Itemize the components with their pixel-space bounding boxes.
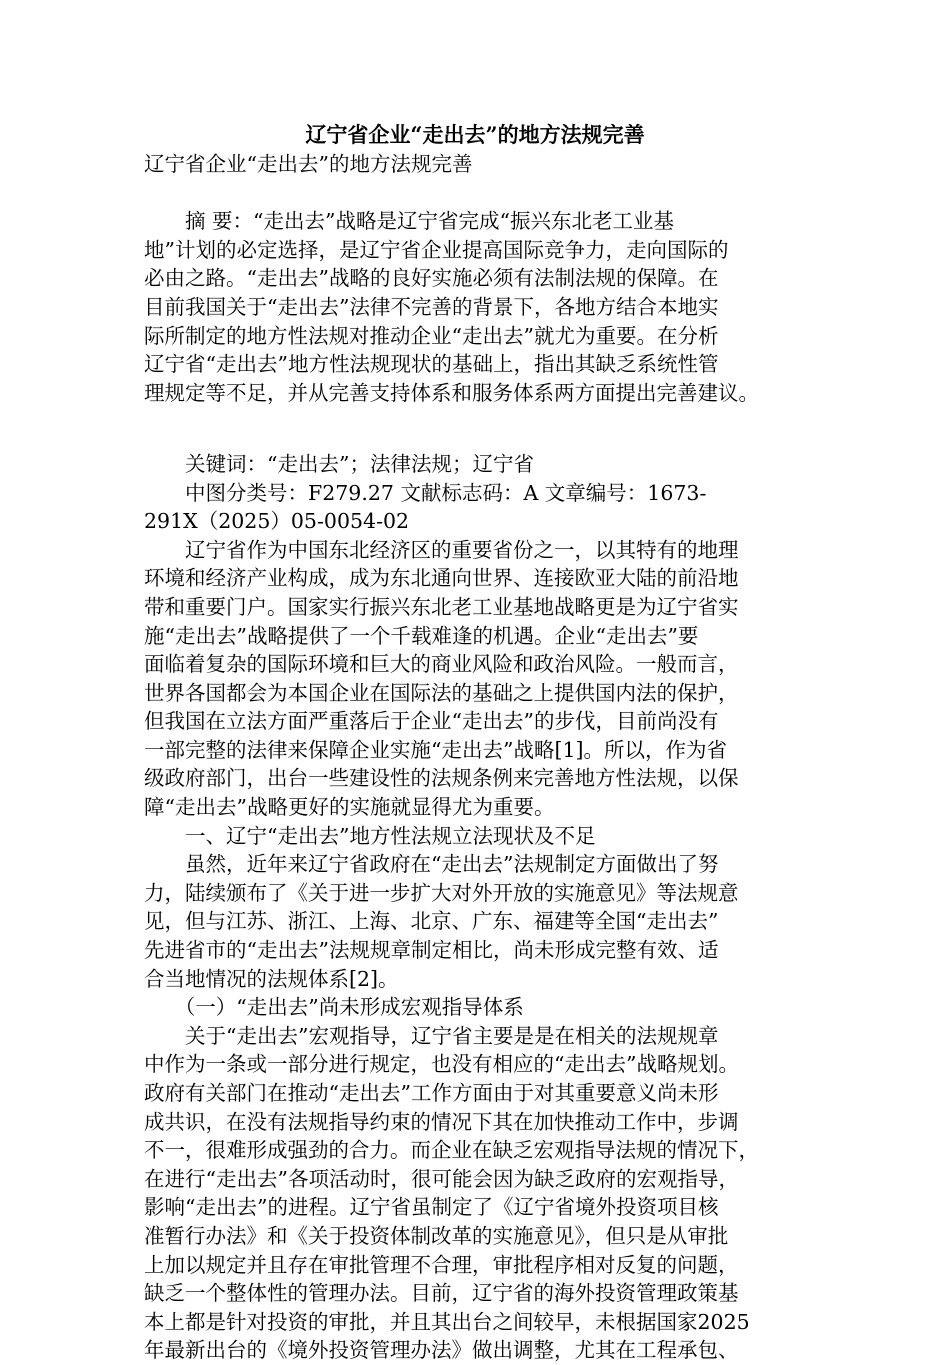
abstract-line: 摘 要：“走出去”战略是辽宁省完成“振兴东北老工业基 — [144, 209, 674, 234]
body-line: 面临着复杂的国际环境和巨大的商业风险和政治风险。一般而言， — [144, 652, 739, 677]
body-line: 准暂行办法》和《关于投资体制改革的实施意见》，但只是从审批 — [144, 1223, 729, 1248]
document-body — [144, 120, 806, 1365]
blank-line — [144, 179, 806, 208]
body-line: 环境和经济产业构成，成为东北通向世界、连接欧亚大陆的前沿地 — [144, 566, 739, 591]
body-line: 关于“走出去”宏观指导，辽宁省主要是是在相关的法规规章 — [144, 1023, 719, 1048]
body-line: 合当地情况的法规体系[2]。 — [144, 966, 399, 991]
keywords-line: 关键词：“走出去”；法律法规；辽宁省 — [144, 451, 534, 476]
body-line: 上加以规定并且存在审批管理不合理，审批程序相对反复的问题， — [144, 1252, 739, 1277]
document-subtitle: 辽宁省企业“走出去”的地方法规完善 — [144, 152, 473, 176]
body-line: 级政府部门，出台一些建设性的法规条例来完善地方性法规，以保 — [144, 766, 739, 791]
body-line: 辽宁省作为中国东北经济区的重要省份之一，以其特有的地理 — [144, 537, 739, 562]
body-line: 年最新出台的《境外投资管理办法》做出调整，尤其在工程承包、 — [144, 1338, 739, 1363]
body-line: 政府有关部门在推动“走出去”工作方面由于对其重要意义尚未形 — [144, 1081, 719, 1105]
body-line: 一部完整的法律来保障企业实施“走出去”战略[1]。所以，作为省 — [144, 737, 727, 762]
abstract-line: 目前我国关于“走出去”法律不完善的背景下，各地方结合本地实 — [144, 294, 719, 319]
body-line: 成共识，在没有法规指导约束的情况下其在加快推动工作中，步调 — [144, 1109, 739, 1134]
body-line: 但我国在立法方面严重落后于企业“走出去”的步伐，目前尚没有 — [144, 709, 719, 734]
blank-line — [144, 436, 806, 450]
body-line: 施“走出去”战略提供了一个千载难逢的机遇。企业“走出去”要 — [144, 623, 699, 648]
body-line: 影响“走出去”的进程。辽宁省虽制定了《辽宁省境外投资项目核 — [144, 1195, 719, 1220]
abstract-line: 必由之路。“走出去”战略的良好实施必须有法制法规的保障。在 — [144, 266, 719, 291]
classification-line: 中图分类号：F279.27 文献标志码：A 文章编号：1673- — [144, 480, 707, 505]
body-line: 带和重要门户。国家实行振兴东北老工业基地战略更是为辽宁省实 — [144, 594, 739, 619]
section-heading: 一、辽宁“走出去”地方性法规立法现状及不足 — [144, 823, 596, 848]
body-line: 本上都是针对投资的审批，并且其出台之间较早，未根据国家2025 — [144, 1309, 750, 1334]
blank-line — [144, 407, 806, 436]
abstract — [144, 207, 806, 407]
body-line: 不一，很难形成强劲的合力。而企业在缺乏宏观指导法规的情况下， — [144, 1138, 759, 1163]
body-line: 世界各国都会为本国企业在国际法的基础之上提供国内法的保护， — [144, 680, 739, 705]
body-line: 缺乏一个整体性的管理办法。目前，辽宁省的海外投资管理政策基 — [144, 1281, 739, 1306]
abstract-line: 辽宁省“走出去”地方性法规现状的基础上，指出其缺乏系统性管 — [144, 352, 719, 377]
body-text — [144, 536, 806, 1365]
abstract-line: 际所制定的地方性法规对推动企业“走出去”就尤为重要。在分析 — [144, 323, 719, 348]
body-line: 障“走出去”战略更好的实施就显得尤为重要。 — [144, 795, 555, 820]
body-line: 先进省市的“走出去”法规规章制定相比，尚未形成完整有效、适 — [144, 938, 719, 963]
body-line: 力，陆续颁布了《关于进一步扩大对外开放的实施意见》等法规意 — [144, 880, 739, 905]
body-line: 虽然，近年来辽宁省政府在“走出去”法规制定方面做出了努 — [144, 852, 719, 877]
document-title: 辽宁省企业“走出去”的地方法规完善 — [305, 122, 645, 147]
classification-line: 291X（2025）05-0054-02 — [144, 509, 410, 534]
body-line: 见，但与江苏、浙江、上海、北京、广东、福建等全国“走出去” — [144, 909, 719, 934]
subsection-heading: （一）“走出去”尚未形成宏观指导体系 — [144, 995, 524, 1020]
body-line: 在进行“走出去”各项活动时，很可能会因为缺乏政府的宏观指导， — [144, 1166, 739, 1191]
body-line: 中作为一条或一部分进行规定，也没有相应的“走出去”战略规划。 — [144, 1052, 739, 1077]
abstract-line: 地”计划的必定选择，是辽宁省企业提高国际竞争力，走向国际的 — [144, 237, 729, 262]
abstract-line: 理规定等不足，并从完善支持体系和服务体系两方面提出完善建议。 — [144, 380, 759, 405]
